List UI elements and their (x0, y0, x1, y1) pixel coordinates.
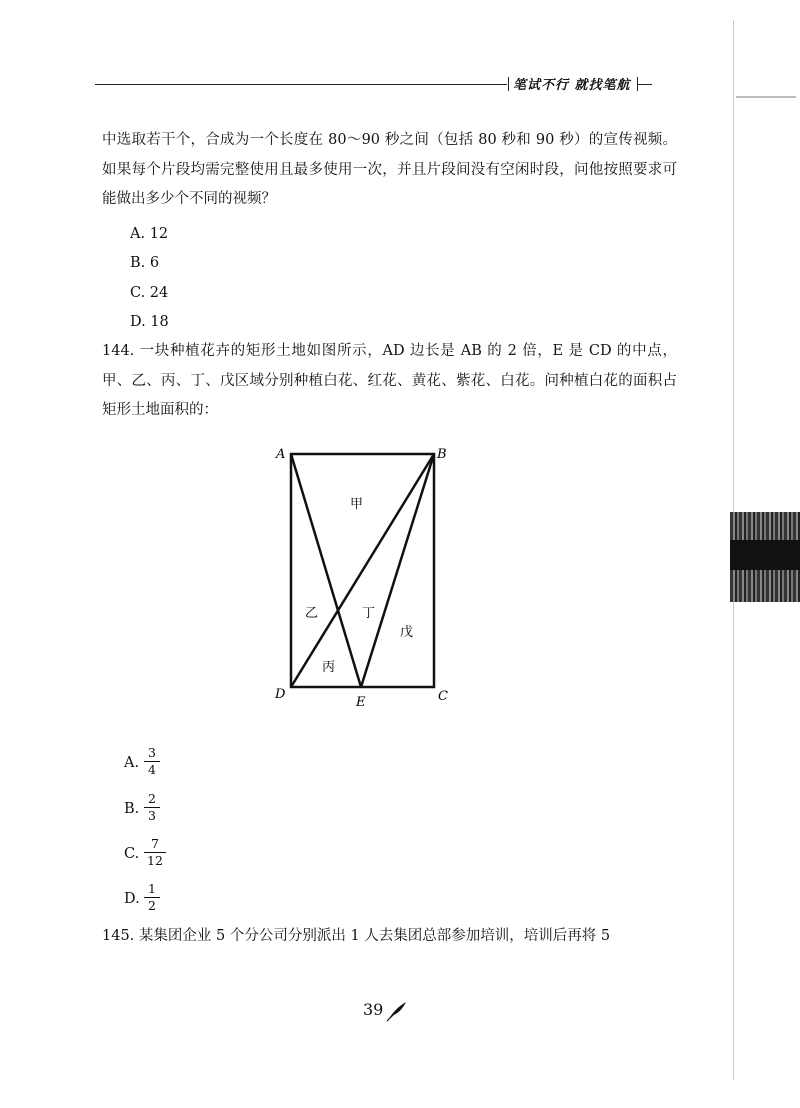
region-label-ding: 丁 (362, 606, 376, 621)
question-143-text: 中选取若干个，合成为一个长度在 80～90 秒之间（包括 80 秒和 90 秒）的宣传视频。如果每个片段均需完整使用且最多使用一次，并且片段间没有空闲时段，问他按照要求可能做出多少个不同的视频？ (102, 132, 677, 207)
rectangle-figure (270, 440, 460, 710)
vertex-label-c: C (438, 689, 448, 704)
figure-line-bd (291, 454, 434, 687)
region-label-wu: 戊 (400, 625, 414, 640)
fraction (144, 837, 166, 868)
scan-noise-band (730, 540, 800, 570)
numerator: 1 (148, 881, 156, 896)
q143-option-a: A. 12 (130, 226, 169, 242)
vertex-label-b: B (437, 447, 447, 462)
q143-option-d: D. 18 (130, 314, 169, 330)
vertex-label-e: E (356, 695, 366, 710)
vertex-label-d: D (275, 687, 286, 702)
denominator: 12 (147, 853, 163, 868)
denominator: 2 (148, 898, 156, 913)
figure-line-be (361, 454, 434, 687)
vertex-label-a: A (276, 447, 286, 462)
numerator: 3 (148, 745, 156, 760)
fraction (144, 792, 160, 823)
fraction (144, 746, 160, 777)
scan-margin-mark (736, 96, 796, 98)
region-label-bing: 丙 (322, 660, 336, 675)
option-letter: B. (124, 801, 140, 817)
option-letter: A. (124, 755, 140, 771)
denominator: 4 (148, 762, 156, 777)
figure-line-ae (291, 454, 364, 687)
q143-option-c: C. 24 (130, 285, 169, 301)
numerator: 2 (148, 791, 156, 806)
question-145-text: 145. 某集团企业 5 个分公司分别派出 1 人去集团总部参加培训，培训后再将 5 (102, 928, 611, 944)
header-rule-left (95, 84, 507, 85)
feather-icon (386, 1000, 408, 1022)
option-letter: C. (124, 846, 140, 862)
q143-option-b: B. 6 (130, 255, 160, 271)
header-tick-left (508, 77, 509, 91)
region-label-jia: 甲 (350, 497, 364, 512)
numerator: 7 (151, 836, 159, 851)
running-header: 笔试不行 就找笔航 (513, 78, 631, 93)
fraction (144, 882, 160, 913)
page-number: 39 (363, 1000, 384, 1019)
question-144-text: 144. 一块种植花卉的矩形土地如图所示，AD 边长是 AB 的 2 倍，E 是 CD 的中点，甲、乙、丙、丁、戊区域分别种植白花、红花、黄花、紫花、白花。问种植白花的面积占矩形土地面积的： (102, 343, 677, 418)
region-label-yi: 乙 (305, 606, 319, 621)
header-rule-right (638, 84, 652, 85)
denominator: 3 (148, 808, 156, 823)
option-letter: D. (124, 891, 140, 907)
